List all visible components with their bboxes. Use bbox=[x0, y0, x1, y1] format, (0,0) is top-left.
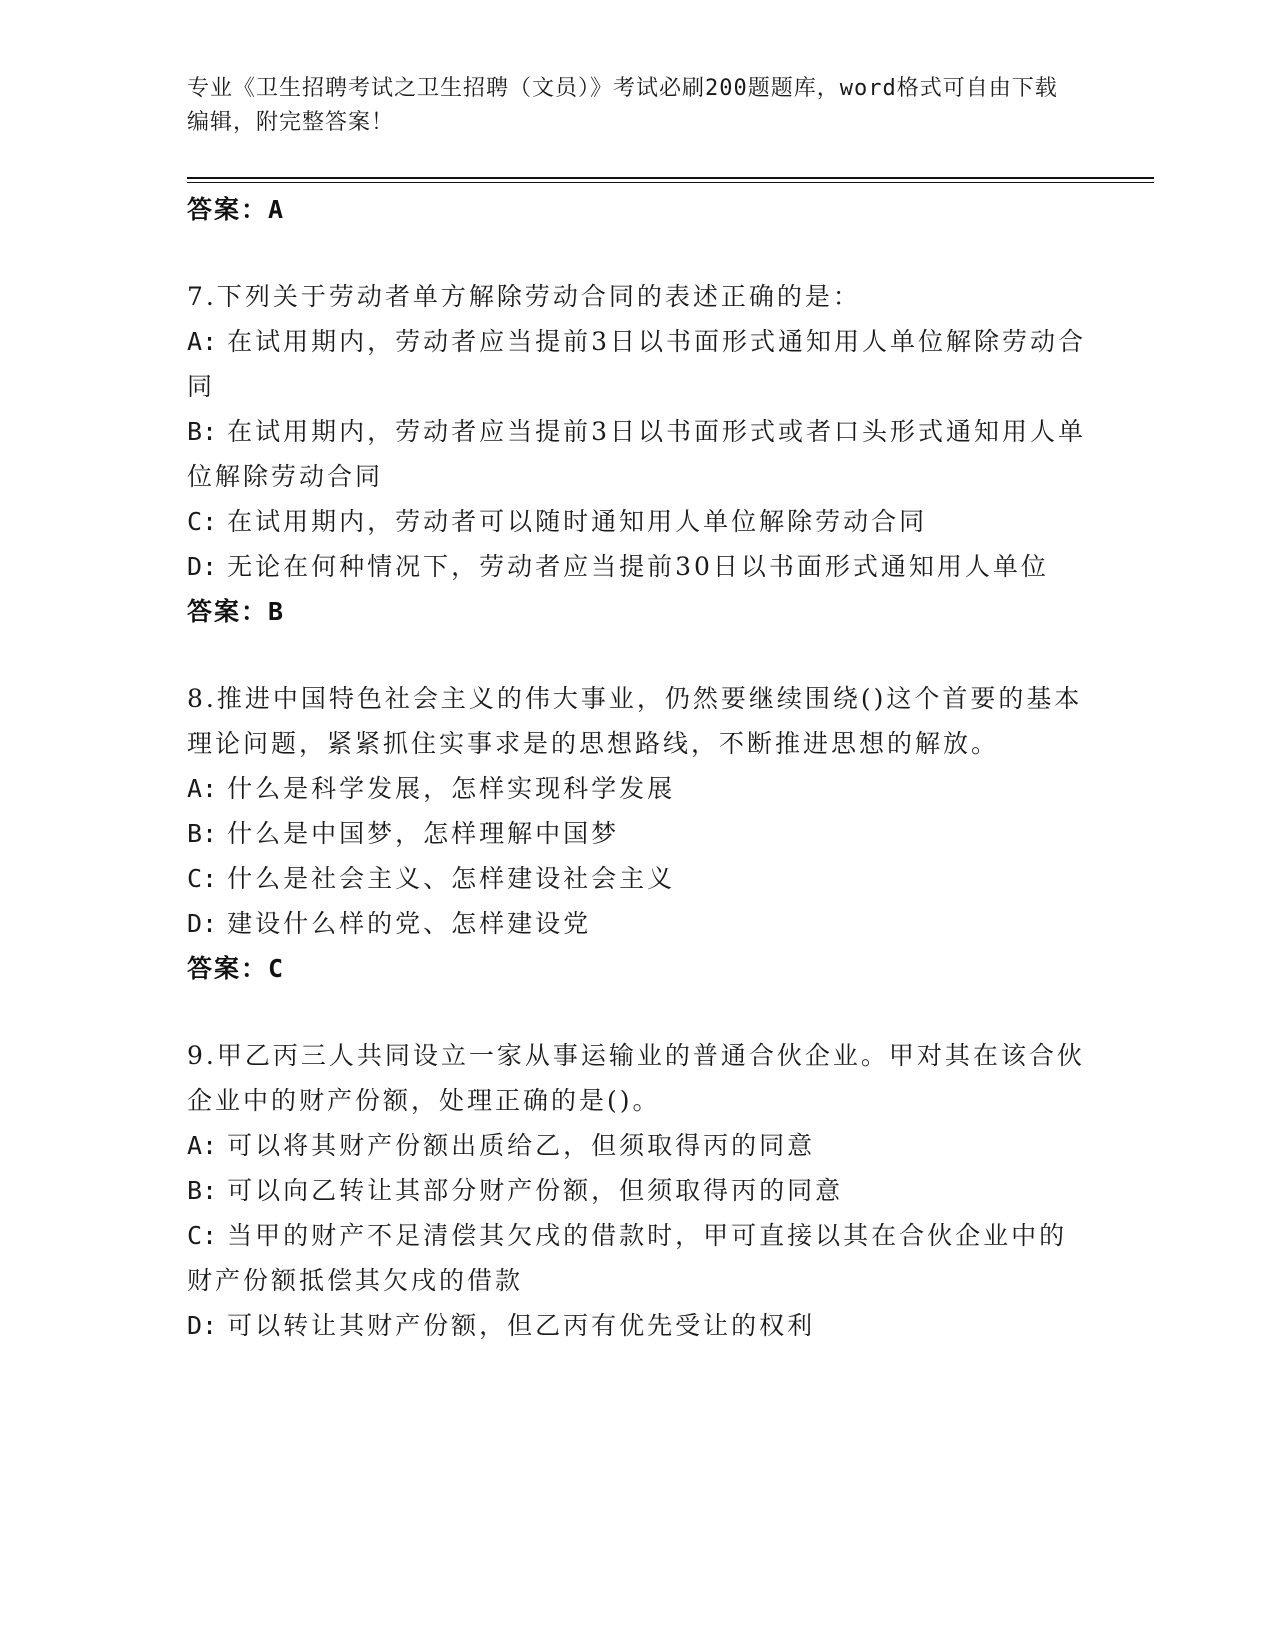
option-key: D: bbox=[187, 909, 218, 938]
option-key: B: bbox=[187, 819, 218, 848]
option-item bbox=[187, 499, 1087, 544]
option-item bbox=[187, 319, 1087, 409]
header-rule-thick bbox=[187, 177, 1154, 179]
option-text: 可以转让其财产份额，但乙丙有优先受让的权利 bbox=[227, 1311, 816, 1340]
option-text: 什么是科学发展，怎样实现科学发展 bbox=[227, 774, 676, 803]
question-block bbox=[187, 274, 1087, 634]
option-key: D: bbox=[187, 552, 218, 581]
question-text: 9.甲乙丙三人共同设立一家从事运输业的普通合伙企业。甲对其在该合伙企业中的财产份额，处理正确的是()。 bbox=[187, 1041, 1085, 1115]
option-text: 当甲的财产不足清偿其欠戌的借款时，甲可直接以其在合伙企业中的财产份额抵偿其欠戌的借款 bbox=[187, 1221, 1068, 1295]
header-rule-thin bbox=[187, 182, 1154, 183]
option-key: B: bbox=[187, 1176, 218, 1205]
option-key: C: bbox=[187, 1221, 218, 1250]
option-text: 无论在何种情况下，劳动者应当提前30日以书面形式通知用人单位 bbox=[227, 552, 1049, 581]
option-item bbox=[187, 1303, 1087, 1348]
question-block bbox=[187, 1033, 1087, 1348]
option-text: 在试用期内，劳动者应当提前3日以书面形式通知用人单位解除劳动合同 bbox=[187, 327, 1087, 401]
document-content bbox=[187, 187, 1087, 1348]
option-key: D: bbox=[187, 1311, 218, 1340]
option-key: B: bbox=[187, 417, 218, 446]
option-text: 可以将其财产份额出质给乙，但须取得丙的同意 bbox=[227, 1131, 816, 1160]
answer-line: 答案：C bbox=[187, 954, 286, 983]
question-text: 7.下列关于劳动者单方解除劳动合同的表述正确的是： bbox=[187, 282, 861, 311]
option-item bbox=[187, 1168, 1087, 1213]
option-key: C: bbox=[187, 507, 218, 536]
option-key: A: bbox=[187, 1131, 218, 1160]
option-text: 可以向乙转让其部分财产份额，但须取得丙的同意 bbox=[227, 1176, 844, 1205]
option-text: 在试用期内，劳动者可以随时通知用人单位解除劳动合同 bbox=[227, 507, 928, 536]
option-key: A: bbox=[187, 327, 218, 356]
option-item bbox=[187, 1213, 1087, 1303]
option-item bbox=[187, 1123, 1087, 1168]
option-item bbox=[187, 901, 1087, 946]
answer-line: 答案：A bbox=[187, 195, 286, 224]
page-header: 专业《卫生招聘考试之卫生招聘（文员）》考试必刷200题题库，word格式可自由下载编辑，附完整答案！ bbox=[187, 76, 1058, 135]
option-text: 什么是社会主义、怎样建设社会主义 bbox=[227, 864, 676, 893]
option-item bbox=[187, 766, 1087, 811]
option-text: 建设什么样的党、怎样建设党 bbox=[227, 909, 592, 938]
question-text: 8.推进中国特色社会主义的伟大事业，仍然要继续围绕()这个首要的基本理论问题，紧紧抓住实事求是的思想路线，不断推进思想的解放。 bbox=[187, 684, 1083, 758]
option-key: A: bbox=[187, 774, 218, 803]
option-item bbox=[187, 544, 1087, 589]
option-item bbox=[187, 811, 1087, 856]
option-item bbox=[187, 409, 1087, 499]
question-block bbox=[187, 676, 1087, 991]
answer-line: 答案：B bbox=[187, 597, 286, 626]
option-text: 什么是中国梦，怎样理解中国梦 bbox=[227, 819, 620, 848]
option-item bbox=[187, 856, 1087, 901]
option-text: 在试用期内，劳动者应当提前3日以书面形式或者口头形式通知用人单位解除劳动合同 bbox=[187, 417, 1087, 491]
option-key: C: bbox=[187, 864, 218, 893]
